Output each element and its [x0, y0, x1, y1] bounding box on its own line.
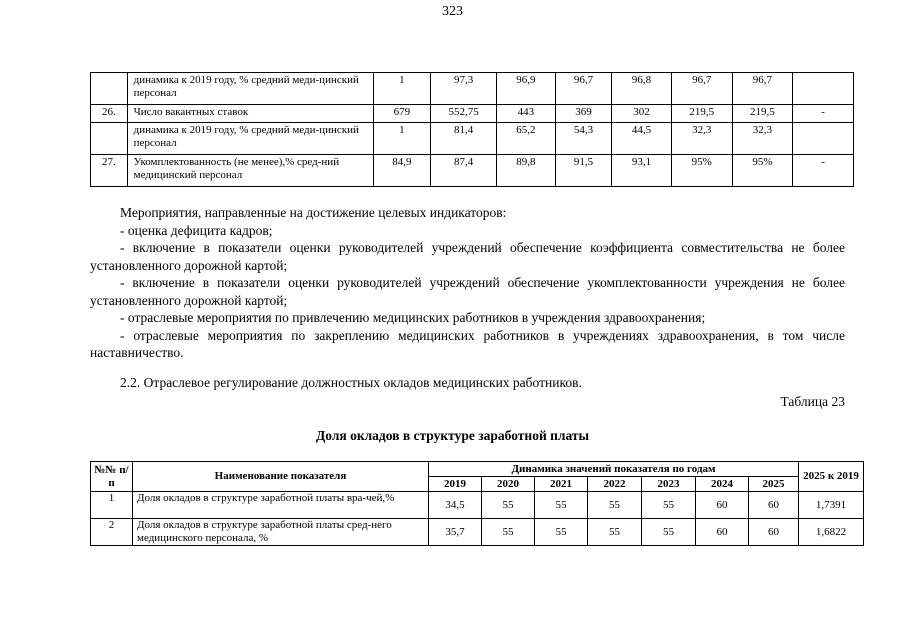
- table-row: [91, 492, 864, 519]
- measures-list: [90, 204, 845, 362]
- cell: 55: [482, 492, 535, 519]
- header-ratio: 2025 к 2019: [799, 462, 864, 492]
- cell: 96,9: [497, 73, 556, 105]
- ratio-cell: 1,7391: [799, 492, 864, 519]
- measure-item: - включение в показатели оценки руководителей учреждений обеспечение коэффициента совместительства не более установленного дорожной картой;: [90, 240, 845, 273]
- cell: 219,5: [732, 105, 793, 123]
- measure-item: - оценка дефицита кадров;: [120, 222, 273, 238]
- cell: 96,7: [671, 73, 732, 105]
- row-label: Укомплектованность (не менее),% сред-ний медицинский персонал: [127, 155, 373, 187]
- measures-intro: Мероприятия, направленные на достижение целевых индикаторов:: [120, 205, 507, 220]
- cell: 55: [535, 492, 588, 519]
- cell: 55: [588, 492, 642, 519]
- cell: 95%: [671, 155, 732, 187]
- cell: -: [793, 105, 854, 123]
- measure-item: - отраслевые мероприятия по привлечению медицинских работников в учреждения здравоохранения;: [120, 310, 706, 325]
- row-number: 1: [91, 492, 133, 519]
- row-number: 2: [91, 519, 133, 546]
- cell: 32,3: [671, 123, 732, 155]
- cell: 34,5: [429, 492, 482, 519]
- cell: 84,9: [373, 155, 431, 187]
- table-row: [91, 123, 854, 155]
- header-year: 2020: [482, 477, 535, 492]
- cell: 54,3: [555, 123, 612, 155]
- row-label: динамика к 2019 году, % средний меди-цинский персонал: [127, 123, 373, 155]
- row-label: Число вакантных ставок: [127, 105, 373, 123]
- cell: [793, 73, 854, 105]
- row-number: 27.: [91, 155, 128, 187]
- header-year: 2021: [535, 477, 588, 492]
- cell: 96,8: [612, 73, 672, 105]
- cell: 679: [373, 105, 431, 123]
- cell: 44,5: [612, 123, 672, 155]
- cell: 81,4: [431, 123, 497, 155]
- cell: 95%: [732, 155, 793, 187]
- header-year: 2023: [642, 477, 696, 492]
- cell: 55: [642, 519, 696, 546]
- cell: 93,1: [612, 155, 672, 187]
- page-number: 323: [442, 4, 463, 19]
- cell: 60: [696, 519, 749, 546]
- cell: 302: [612, 105, 672, 123]
- table-row: [91, 155, 854, 187]
- measure-item: - отраслевые мероприятия по закреплению медицинских работников в учреждениях здравоохранения, в том числе наставничество.: [90, 327, 845, 360]
- cell: 369: [555, 105, 612, 123]
- continuation-table: [90, 72, 854, 187]
- cell: 1: [373, 73, 431, 105]
- ratio-cell: 1,6822: [799, 519, 864, 546]
- cell: 55: [588, 519, 642, 546]
- cell: 1: [373, 123, 431, 155]
- table-title: Доля окладов в структуре заработной платы: [315, 428, 590, 443]
- row-label: Доля окладов в структуре заработной платы вра-чей,%: [133, 492, 429, 519]
- table-row: [91, 105, 854, 123]
- header-year: 2019: [429, 477, 482, 492]
- cell: 89,8: [497, 155, 556, 187]
- cell: 55: [535, 519, 588, 546]
- section-heading: 2.2. Отраслевое регулирование должностных окладов медицинских работников.: [120, 375, 582, 390]
- row-label: Доля окладов в структуре заработной платы сред-него медицинского персонала, %: [133, 519, 429, 546]
- salary-share-table: [90, 461, 864, 546]
- measure-item: - включение в показатели оценки руководителей учреждений обеспечение укомплектованности учреждения не более установленного дорожной картой;: [90, 275, 845, 308]
- table-row: [91, 519, 864, 546]
- cell: 97,3: [431, 73, 497, 105]
- table-number: Таблица 23: [780, 394, 845, 409]
- cell: 219,5: [671, 105, 732, 123]
- cell: 87,4: [431, 155, 497, 187]
- cell: 32,3: [732, 123, 793, 155]
- header-row: [91, 462, 864, 477]
- row-label: динамика к 2019 году, % средний меди-цинский персонал: [127, 73, 373, 105]
- cell: -: [793, 155, 854, 187]
- row-number: [91, 123, 128, 155]
- cell: 443: [497, 105, 556, 123]
- header-year: 2022: [588, 477, 642, 492]
- cell: 55: [642, 492, 696, 519]
- cell: 55: [482, 519, 535, 546]
- table-row: [91, 73, 854, 105]
- header-name: Наименование показателя: [133, 462, 429, 492]
- cell: 96,7: [732, 73, 793, 105]
- cell: 96,7: [555, 73, 612, 105]
- header-dynamics: Динамика значений показателя по годам: [429, 462, 799, 477]
- header-year: 2024: [696, 477, 749, 492]
- cell: 35,7: [429, 519, 482, 546]
- cell: [793, 123, 854, 155]
- cell: 60: [749, 519, 799, 546]
- cell: 60: [749, 492, 799, 519]
- header-number: №№ п/п: [91, 462, 133, 492]
- cell: 60: [696, 492, 749, 519]
- header-year: 2025: [749, 477, 799, 492]
- cell: 65,2: [497, 123, 556, 155]
- cell: 552,75: [431, 105, 497, 123]
- row-number: 26.: [91, 105, 128, 123]
- cell: 91,5: [555, 155, 612, 187]
- row-number: [91, 73, 128, 105]
